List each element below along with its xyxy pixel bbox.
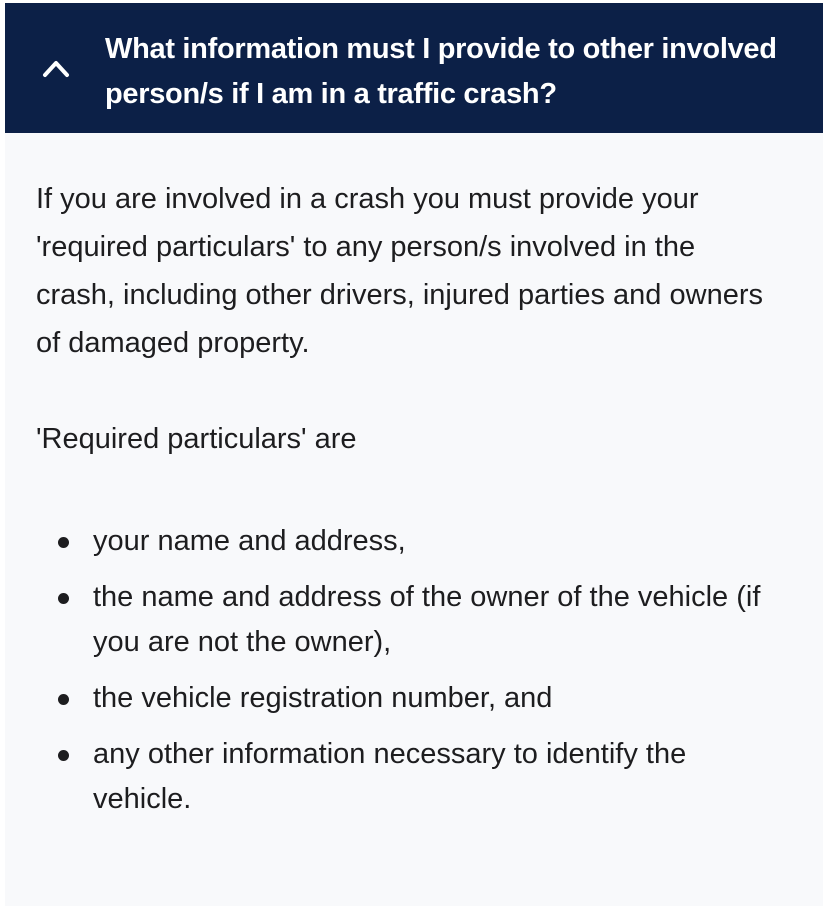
accordion-body	[5, 133, 823, 822]
faq-accordion	[5, 3, 823, 906]
accordion-header[interactable]	[5, 3, 823, 133]
list-item: the name and address of the owner of the vehicle (if you are not the owner),	[36, 575, 783, 665]
intro-paragraph: If you are involved in a crash you must provide your 'required particulars' to any person/s involved in the crash, including other drivers, injured parties and owners of damaged property.	[36, 183, 763, 359]
list-item: your name and address,	[36, 519, 783, 564]
accordion-title[interactable]: What information must I provide to other involved person/s if I am in a traffic crash?	[105, 33, 777, 110]
list-lead-text: 'Required particulars' are	[36, 423, 357, 455]
list-item: any other information necessary to identify the vehicle.	[36, 732, 783, 822]
chevron-up-icon[interactable]	[41, 57, 71, 79]
list-item: the vehicle registration number, and	[36, 676, 783, 721]
required-particulars-list	[36, 519, 783, 822]
